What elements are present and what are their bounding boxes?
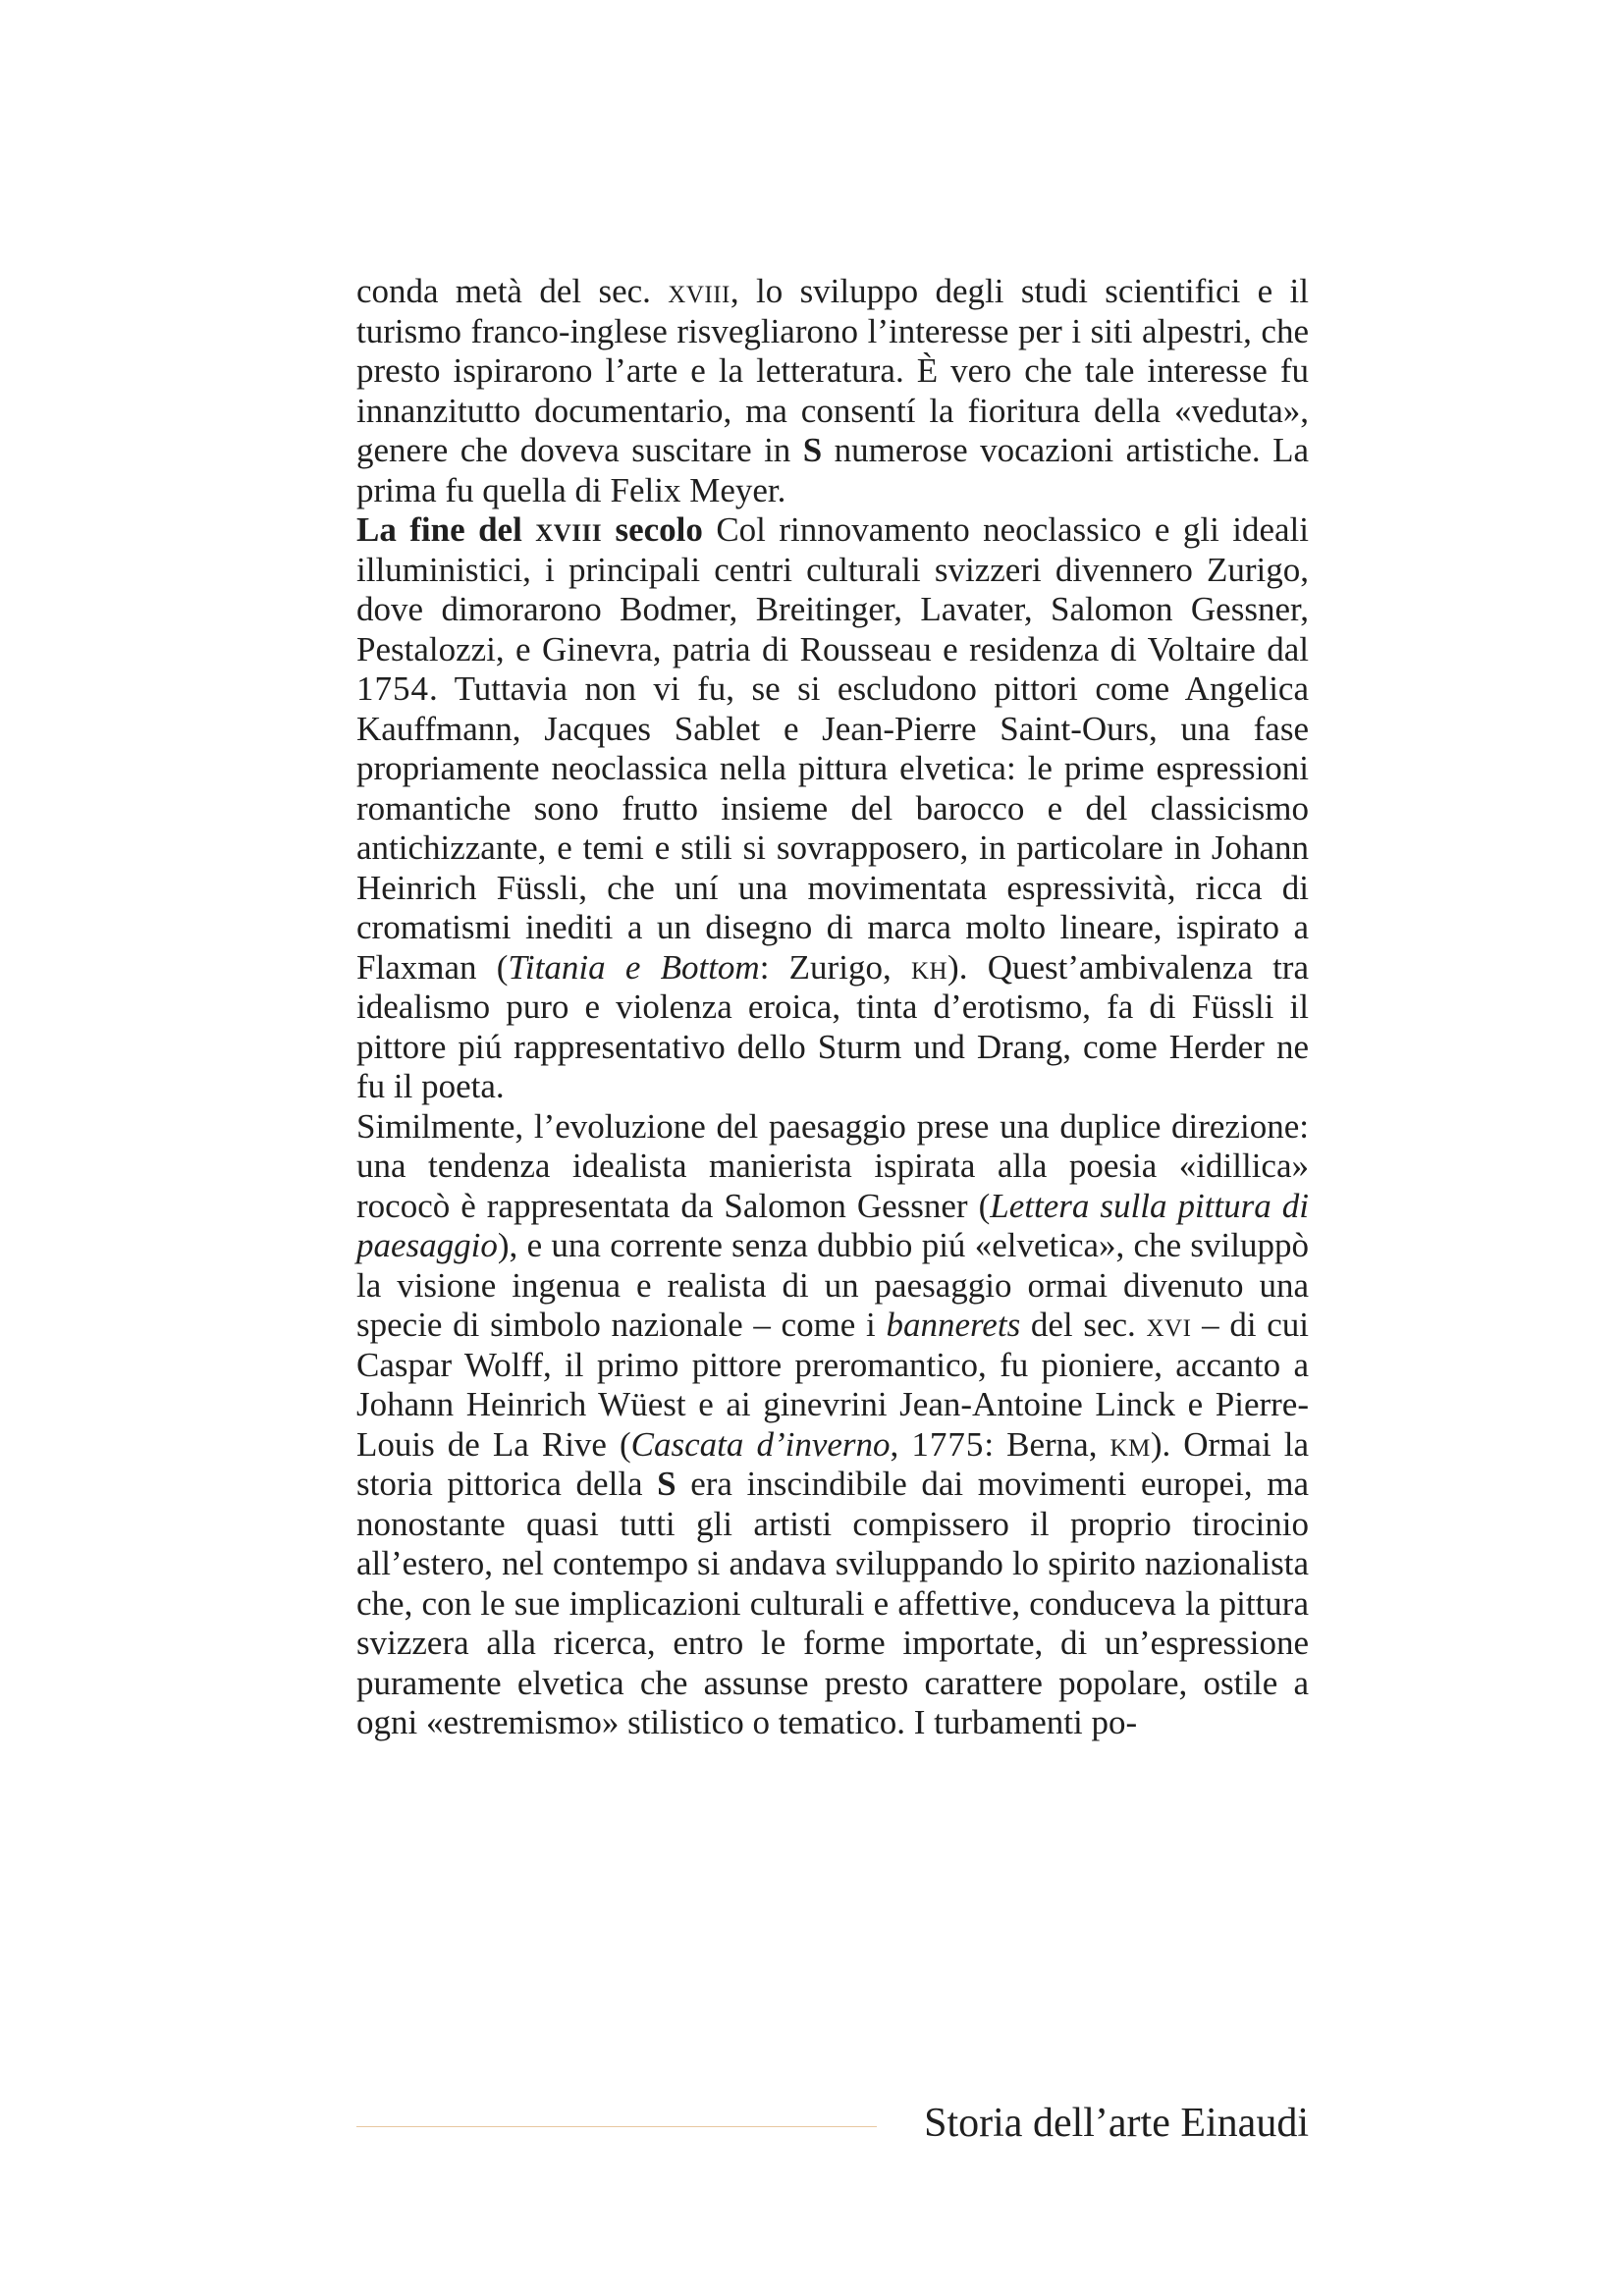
work-title: Lettera sulla pittura di paesaggio [356,1186,1309,1264]
year: 1754 [356,669,429,708]
artwork-title: Cascata d’inverno [630,1424,891,1464]
main-text [356,272,1309,1743]
footer-rule [356,2126,877,2127]
roman-numeral: xviii [668,272,730,310]
footer-title: Storia dell’arte Einaudi [924,2101,1309,2146]
paragraph-intro: conda metà del sec. xviii, lo sviluppo degli studi scientifici e il turismo franco-inglese risvegliarono l’interesse per i siti alpestri, che presto ispirarono l’arte e la letteratura. È vero che tale interesse fu innanzitutto documentario, ma consentí la fioritura della «veduta», genere che doveva suscitare in S numerose vocazioni artistiche. La prima fu quella di Felix Meyer. [356,272,1310,509]
year: 1775 [911,1424,985,1464]
section-heading: La fine del xviii secolo [356,510,703,549]
museum-abbreviation: km [1109,1424,1151,1464]
paragraph-late-18th-century: La fine del xviii secolo Col rinnovamento neoclassico e gli ideali illuministici, i principali centri culturali svizzeri divennero Zurigo, dove dimorarono Bodmer, Breitinger, Lavater, Salomon Gessner, Pestalozzi, e Ginevra, patria di Rousseau e residenza di Voltaire dal 1754. Tuttavia non vi fu, se si escludono pittori come Angelica Kauffmann, Jacques Sablet e Jean-Pierre Saint-Ours, una fase propriamente neoclassica nella pittura elvetica: le prime espressioni romantiche sono frutto insieme del barocco e del classicismo antichizzante, e temi e stili si sovrapposero, in particolare in Johann Heinrich Füssli, che uní una movimentata espressività, ricca di cromatismi inediti a un disegno di marca molto lineare, ispirato a Flaxman (Titania e Bottom: Zurigo, kh). Quest’ambivalenza tra idealismo puro e violenza eroica, tinta d’erotismo, fa di Füssli il pittore piú rappresentativo dello Sturm und Drang, come Herder ne fu il poeta. [356,510,1310,1105]
roman-numeral: xvi [1146,1306,1192,1344]
paragraph-landscape: Similmente, l’evoluzione del paesaggio prese una duplice direzione: una tendenza idealista manierista ispirata alla poesia «idillica» rococò è rappresentata da Salomon Gessner (Lettera sulla pittura di paesaggio), e una corrente senza dubbio piú «elvetica», che sviluppò la visione ingenua e realista di un paesaggio ormai divenuto una specie di simbolo nazionale – come i bannerets del sec. xvi – di cui Caspar Wolff, il primo pittore preromantico, fu pioniere, accanto a Johann Heinrich Wüest e ai ginevrini Jean-Antoine Linck e Pierre-Louis de La Rive (Cascata d’inverno, 1775: Berna, km). Ormai la storia pittorica della S era inscindibile dai movimenti europei, ma nonostante quasi tutti gli artisti compissero il proprio tirocinio all’estero, nel contempo si andava sviluppando lo spirito nazionalista che, con le sue implicazioni culturali e affettive, conduceva la pittura svizzera alla ricerca, entro le forme importate, di un’espressione puramente elvetica che assunse presto carattere popolare, ostile a ogni «estremismo» stilistico o tematico. I turbamenti po- [356,1106,1310,1741]
country-abbreviation: S [802,431,823,469]
country-abbreviation: S [657,1465,676,1503]
artwork-title: Titania e Bottom [508,947,760,987]
museum-abbreviation: kh [910,947,948,987]
foreign-term: bannerets [886,1306,1021,1344]
